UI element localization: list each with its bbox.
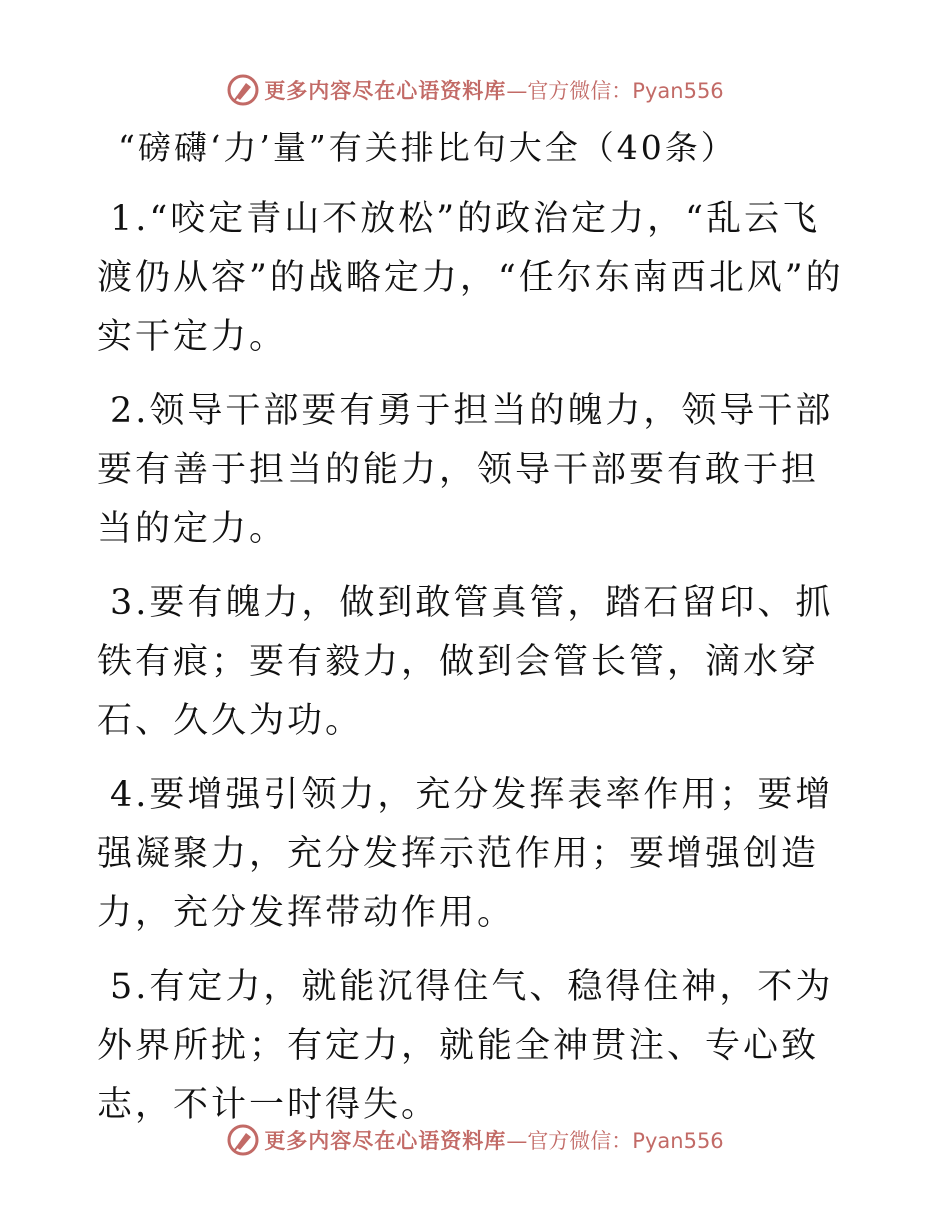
paragraph-2: 2.领导干部要有勇于担当的魄力，领导干部要有善于担当的能力，领导干部要有敢于担当的定力。 xyxy=(97,391,834,549)
paragraph-5: 5.有定力，就能沉得住气、稳得住神，不为外界所扰；有定力，就能全神贯注、专心致志，不计一时得失。 xyxy=(97,967,834,1125)
paragraph-4: 4.要增强引领力，充分发挥表率作用；要增强凝聚力，充分发挥示范作用；要增强创造力，充分发挥带动作用。 xyxy=(97,775,834,933)
document-title: “磅礴‘力’量”有关排比句大全（40条） xyxy=(118,128,737,167)
pen-nib-logo-icon xyxy=(226,73,260,107)
pen-nib-logo-icon xyxy=(226,1123,260,1157)
header-watermark xyxy=(0,68,950,112)
footer-watermark-contact: —官方微信：Pyan556 xyxy=(506,1129,724,1153)
footer-watermark-text: 更多内容尽在心语资料库 xyxy=(264,1129,507,1153)
document-body xyxy=(97,190,855,1150)
footer-watermark xyxy=(0,1118,950,1162)
header-watermark-contact: —官方微信：Pyan556 xyxy=(506,79,724,103)
header-watermark-text: 更多内容尽在心语资料库 xyxy=(264,79,507,103)
paragraph-3: 3.要有魄力，做到敢管真管，踏石留印、抓铁有痕；要有毅力，做到会管长管，滴水穿石、久久为功。 xyxy=(97,583,834,741)
paragraph-1: 1.“咬定青山不放松”的政治定力，“乱云飞渡仍从容”的战略定力，“任尔东南西北风”的实干定力。 xyxy=(97,199,844,357)
